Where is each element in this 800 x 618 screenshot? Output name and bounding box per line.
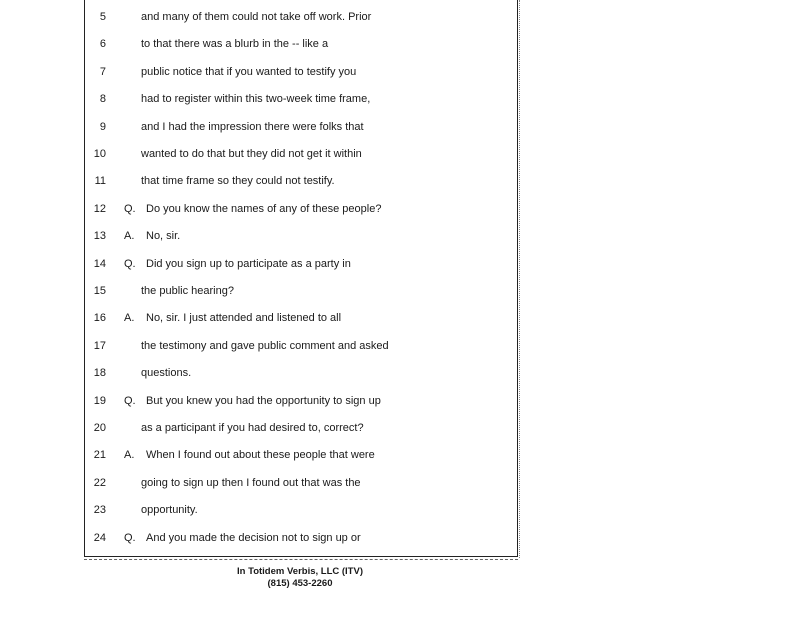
qa-marker: Q. <box>124 202 136 215</box>
line-number: 5 <box>99 11 106 23</box>
line-text: had to register within this two-week time frame, <box>141 93 371 106</box>
line-text: that time frame so they could not testify. <box>141 175 335 188</box>
qa-marker: Q. <box>124 531 136 544</box>
line-number: 22 <box>93 476 106 489</box>
transcript-line <box>84 117 516 137</box>
transcript-line <box>84 336 516 356</box>
line-text: the testimony and gave public comment and asked <box>141 339 389 352</box>
transcript-line <box>84 281 516 301</box>
transcript-line <box>84 418 516 438</box>
line-number: 18 <box>93 367 106 380</box>
line-number: 15 <box>93 285 106 297</box>
line-number: 11 <box>94 175 106 188</box>
transcript-line <box>84 34 516 54</box>
line-number: 8 <box>99 93 106 106</box>
line-number: 17 <box>93 339 106 352</box>
line-text: questions. <box>141 367 192 380</box>
line-text: the public hearing? <box>141 285 234 297</box>
line-number: 19 <box>93 394 106 407</box>
line-text: No, sir. <box>146 230 181 243</box>
line-number: 16 <box>93 312 106 325</box>
line-text: public notice that if you wanted to testify you <box>141 65 357 78</box>
line-number: 21 <box>93 449 106 462</box>
line-number: 12 <box>93 202 106 215</box>
line-text: But you knew you had the opportunity to sign up <box>146 394 381 407</box>
line-text: going to sign up then I found out that was the <box>141 476 361 489</box>
line-text: as a participant if you had desired to, correct? <box>141 422 364 434</box>
line-text: opportunity. <box>141 504 198 517</box>
line-text: Do you know the names of any of these people? <box>146 202 382 215</box>
transcript-line <box>84 391 516 411</box>
line-text: When I found out about these people that were <box>146 449 375 462</box>
line-number: 24 <box>93 531 106 544</box>
line-text: wanted to do that but they did not get it within <box>141 148 362 160</box>
transcript-line <box>84 308 516 328</box>
line-text: to that there was a blurb in the -- like a <box>141 38 329 51</box>
qa-marker: A. <box>124 449 135 462</box>
line-number: 13 <box>93 230 106 243</box>
transcript-line <box>84 171 516 191</box>
transcript-line <box>84 254 516 274</box>
page-right-edge <box>516 0 520 558</box>
line-number: 20 <box>93 422 106 434</box>
line-text: Did you sign up to participate as a party in <box>146 257 351 270</box>
footer-company: In Totidem Verbis, LLC (ITV) <box>237 566 363 577</box>
line-number: 6 <box>99 38 106 51</box>
line-number: 10 <box>93 148 106 160</box>
line-text: And you made the decision not to sign up or <box>146 531 361 544</box>
qa-marker: A. <box>124 312 135 325</box>
transcript-line <box>84 7 516 27</box>
line-number: 23 <box>93 504 106 517</box>
page-bottom-edge <box>84 556 518 560</box>
line-number: 9 <box>99 120 106 133</box>
transcript-line <box>84 473 516 493</box>
line-text: and many of them could not take off work. Prior <box>141 11 372 23</box>
transcript-line <box>84 144 516 164</box>
transcript-line <box>84 363 516 383</box>
line-text: No, sir. I just attended and listened to all <box>146 312 342 325</box>
line-text: and I had the impression there were folks that <box>141 120 364 133</box>
transcript-line <box>84 500 516 520</box>
transcript-line <box>84 199 516 219</box>
qa-marker: Q. <box>124 257 136 270</box>
transcript-line <box>84 528 516 548</box>
transcript-line <box>84 445 516 465</box>
transcript-line <box>84 89 516 109</box>
line-number: 14 <box>93 257 106 270</box>
qa-marker: A. <box>124 230 135 243</box>
transcript-line <box>84 226 516 246</box>
line-number: 7 <box>99 65 106 78</box>
qa-marker: Q. <box>124 394 136 407</box>
transcript-line <box>84 62 516 82</box>
footer-phone: (815) 453-2260 <box>267 578 333 589</box>
